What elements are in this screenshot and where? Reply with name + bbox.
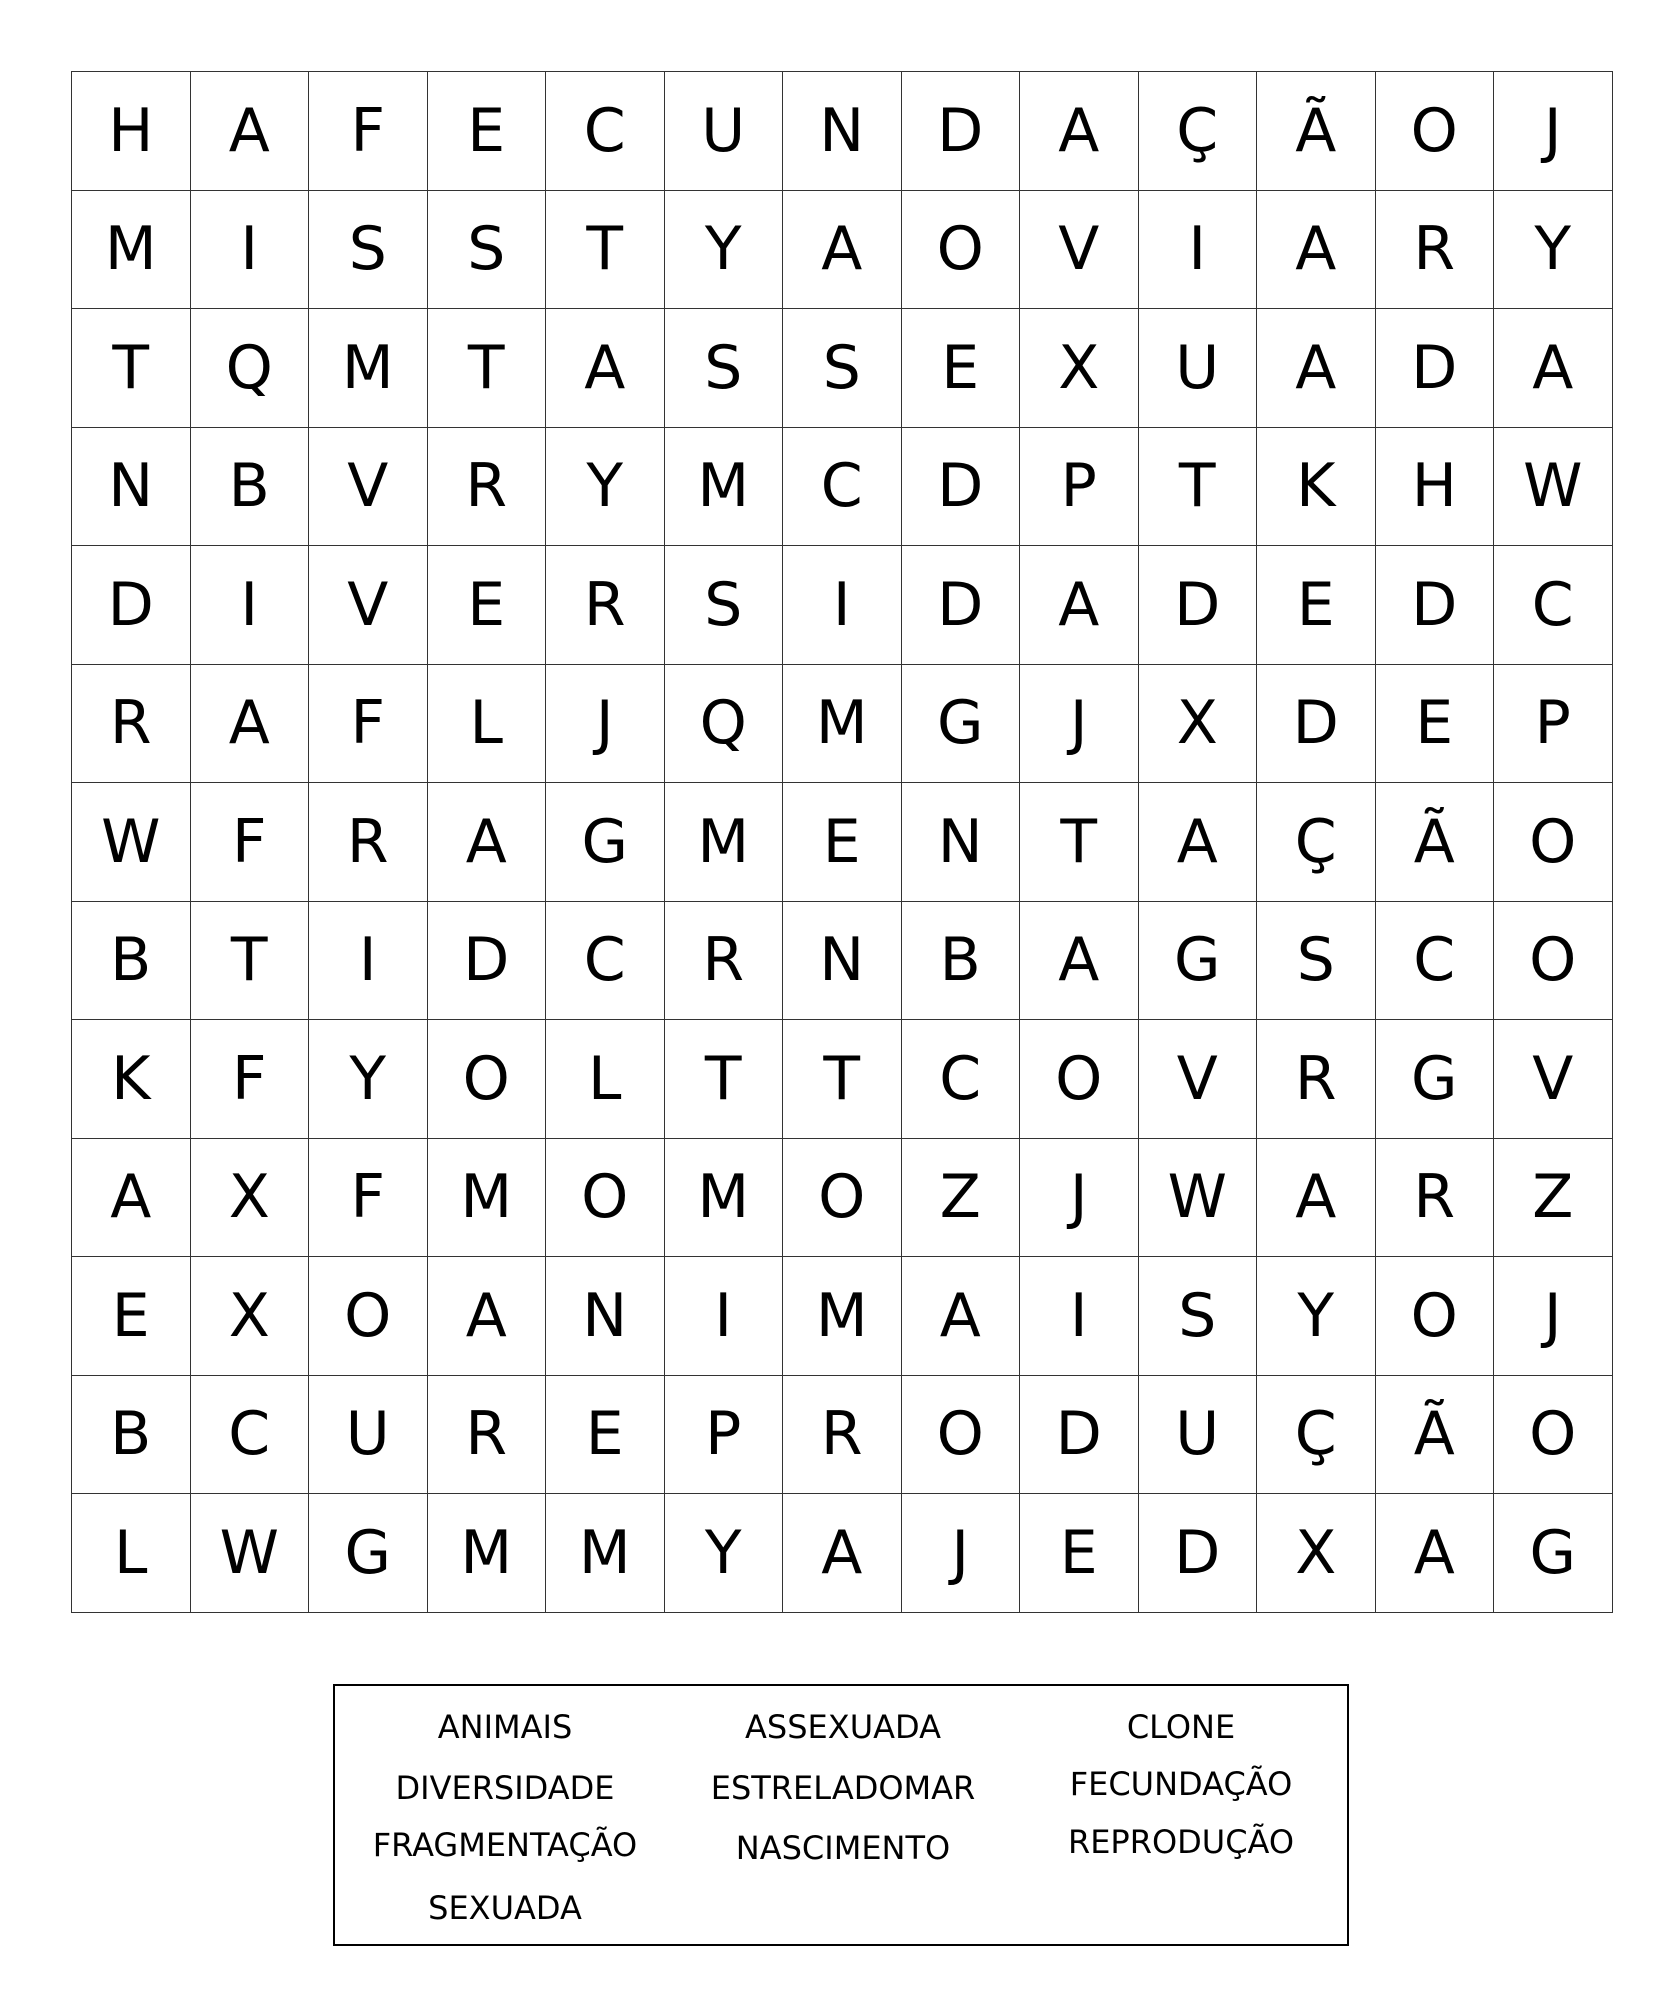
grid-cell[interactable]: D — [72, 546, 191, 665]
word-list-item: FRAGMENTAÇÃO — [372, 1826, 638, 1864]
grid-cell[interactable]: B — [191, 428, 310, 547]
grid-cell[interactable]: C — [546, 72, 665, 191]
grid-cell[interactable]: A — [1257, 1139, 1376, 1258]
grid-cell[interactable]: E — [1376, 665, 1495, 784]
grid-cell[interactable]: V — [1494, 1020, 1613, 1139]
grid-cell[interactable]: O — [428, 1020, 547, 1139]
grid-cell[interactable]: Ç — [1139, 72, 1258, 191]
grid-cell[interactable]: O — [902, 191, 1021, 310]
grid-cell[interactable]: E — [428, 72, 547, 191]
grid-cell[interactable]: E — [428, 546, 547, 665]
grid-cell[interactable]: V — [309, 546, 428, 665]
grid-cell[interactable]: L — [428, 665, 547, 784]
grid-cell[interactable]: U — [1139, 1376, 1258, 1495]
grid-cell[interactable]: C — [902, 1020, 1021, 1139]
grid-cell[interactable]: I — [665, 1257, 784, 1376]
grid-cell[interactable]: U — [665, 72, 784, 191]
grid-cell[interactable]: T — [783, 1020, 902, 1139]
grid-cell[interactable]: T — [665, 1020, 784, 1139]
grid-cell[interactable]: Q — [191, 309, 310, 428]
grid-cell[interactable]: A — [1020, 546, 1139, 665]
grid-cell[interactable]: O — [1020, 1020, 1139, 1139]
grid-cell[interactable]: A — [783, 1494, 902, 1613]
grid-cell[interactable]: S — [309, 191, 428, 310]
grid-cell[interactable]: T — [1139, 428, 1258, 547]
grid-cell[interactable]: H — [1376, 428, 1495, 547]
grid-cell[interactable]: M — [428, 1494, 547, 1613]
grid-cell[interactable]: D — [902, 72, 1021, 191]
grid-cell[interactable]: O — [1494, 1376, 1613, 1495]
grid-cell[interactable]: B — [902, 902, 1021, 1021]
grid-cell[interactable]: X — [1257, 1494, 1376, 1613]
grid-cell[interactable]: I — [191, 191, 310, 310]
grid-cell[interactable]: O — [1494, 902, 1613, 1021]
grid-cell[interactable]: I — [309, 902, 428, 1021]
grid-cell[interactable]: R — [1376, 1139, 1495, 1258]
grid-cell[interactable]: Ç — [1257, 783, 1376, 902]
word-list-item: DIVERSIDADE — [395, 1769, 615, 1807]
grid-cell[interactable]: B — [72, 902, 191, 1021]
grid-cell[interactable]: C — [191, 1376, 310, 1495]
grid-cell[interactable]: D — [1257, 665, 1376, 784]
word-list-item: CLONE — [1126, 1708, 1236, 1746]
grid-cell[interactable]: G — [1139, 902, 1258, 1021]
grid-cell[interactable]: T — [72, 309, 191, 428]
grid-cell[interactable]: H — [72, 72, 191, 191]
grid-cell[interactable]: K — [72, 1020, 191, 1139]
word-list-item: SEXUADA — [428, 1889, 582, 1927]
grid-cell[interactable]: O — [546, 1139, 665, 1258]
grid-cell[interactable]: I — [191, 546, 310, 665]
word-list-item: FECUNDAÇÃO — [1069, 1765, 1293, 1803]
grid-cell[interactable]: A — [783, 191, 902, 310]
grid-cell[interactable]: G — [1376, 1020, 1495, 1139]
grid-cell[interactable]: E — [902, 309, 1021, 428]
grid-cell[interactable]: F — [309, 72, 428, 191]
grid-cell[interactable]: N — [72, 428, 191, 547]
grid-cell[interactable]: D — [1139, 1494, 1258, 1613]
word-list-item: ASSEXUADA — [745, 1708, 941, 1746]
grid-cell[interactable]: P — [1020, 428, 1139, 547]
grid-cell[interactable]: A — [1376, 1494, 1495, 1613]
grid-cell[interactable]: T — [1020, 783, 1139, 902]
grid-cell[interactable]: A — [1020, 72, 1139, 191]
grid-cell[interactable]: S — [783, 309, 902, 428]
grid-cell[interactable]: T — [546, 191, 665, 310]
grid-cell[interactable]: O — [783, 1139, 902, 1258]
grid-cell[interactable]: V — [1139, 1020, 1258, 1139]
grid-cell[interactable]: S — [665, 309, 784, 428]
grid-cell[interactable]: K — [1257, 428, 1376, 547]
grid-cell[interactable]: O — [309, 1257, 428, 1376]
grid-cell[interactable]: Y — [1257, 1257, 1376, 1376]
grid-cell[interactable]: A — [1020, 902, 1139, 1021]
word-list-item: ANIMAIS — [437, 1708, 573, 1746]
grid-cell[interactable]: E — [1257, 546, 1376, 665]
grid-cell[interactable]: D — [1139, 546, 1258, 665]
grid-cell[interactable]: B — [72, 1376, 191, 1495]
grid-cell[interactable]: T — [191, 902, 310, 1021]
grid-cell[interactable]: M — [665, 1139, 784, 1258]
word-list-item: REPRODUÇÃO — [1067, 1823, 1295, 1861]
grid-cell[interactable]: Y — [309, 1020, 428, 1139]
grid-cell[interactable]: W — [191, 1494, 310, 1613]
grid-cell[interactable]: M — [783, 1257, 902, 1376]
grid-cell[interactable]: O — [902, 1376, 1021, 1495]
grid-cell[interactable]: F — [309, 1139, 428, 1258]
grid-cell[interactable]: E — [1020, 1494, 1139, 1613]
grid-cell[interactable]: R — [546, 546, 665, 665]
grid-cell[interactable]: J — [1494, 72, 1613, 191]
grid-cell[interactable]: R — [428, 1376, 547, 1495]
grid-cell[interactable]: Y — [665, 1494, 784, 1613]
grid-cell[interactable]: A — [191, 665, 310, 784]
grid-cell[interactable]: A — [902, 1257, 1021, 1376]
grid-cell[interactable]: R — [309, 783, 428, 902]
grid-cell[interactable]: A — [72, 1139, 191, 1258]
grid-cell[interactable]: Z — [902, 1139, 1021, 1258]
grid-cell[interactable]: P — [1494, 665, 1613, 784]
grid-cell[interactable]: J — [1494, 1257, 1613, 1376]
grid-cell[interactable]: Y — [1494, 191, 1613, 310]
grid-cell[interactable]: S — [1257, 902, 1376, 1021]
grid-cell[interactable]: S — [665, 546, 784, 665]
grid-cell[interactable]: R — [783, 1376, 902, 1495]
grid-cell[interactable]: N — [902, 783, 1021, 902]
grid-cell[interactable]: I — [783, 546, 902, 665]
grid-cell[interactable]: J — [1020, 665, 1139, 784]
grid-cell[interactable]: A — [428, 783, 547, 902]
grid-cell[interactable]: F — [309, 665, 428, 784]
grid-cell[interactable]: W — [72, 783, 191, 902]
grid-cell[interactable]: R — [428, 428, 547, 547]
grid-cell[interactable]: Y — [546, 428, 665, 547]
grid-cell[interactable]: A — [1139, 783, 1258, 902]
grid-cell[interactable]: C — [1494, 546, 1613, 665]
grid-cell[interactable]: F — [191, 783, 310, 902]
grid-cell[interactable]: C — [546, 902, 665, 1021]
grid-cell[interactable]: C — [783, 428, 902, 547]
grid-cell[interactable]: Ã — [1376, 783, 1495, 902]
grid-cell[interactable]: I — [1139, 191, 1258, 310]
grid-cell[interactable]: V — [309, 428, 428, 547]
grid-cell[interactable]: X — [1139, 665, 1258, 784]
grid-cell[interactable]: D — [1376, 546, 1495, 665]
grid-cell[interactable]: A — [1494, 309, 1613, 428]
word-list-item: ESTRELADOMAR — [710, 1769, 976, 1807]
grid-cell[interactable]: Z — [1494, 1139, 1613, 1258]
grid-cell[interactable]: D — [1020, 1376, 1139, 1495]
grid-cell[interactable]: A — [546, 309, 665, 428]
grid-cell[interactable]: E — [546, 1376, 665, 1495]
grid-cell[interactable]: U — [1139, 309, 1258, 428]
grid-cell[interactable]: S — [1139, 1257, 1258, 1376]
grid-cell[interactable]: R — [665, 902, 784, 1021]
grid-cell[interactable]: F — [191, 1020, 310, 1139]
grid-cell[interactable]: C — [1376, 902, 1495, 1021]
grid-cell[interactable]: W — [1139, 1139, 1258, 1258]
grid-cell[interactable]: A — [1257, 309, 1376, 428]
grid-cell[interactable]: M — [309, 309, 428, 428]
grid-cell[interactable]: M — [783, 665, 902, 784]
grid-cell[interactable]: R — [1257, 1020, 1376, 1139]
grid-cell[interactable]: D — [902, 428, 1021, 547]
grid-cell[interactable]: Ã — [1257, 72, 1376, 191]
grid-cell[interactable]: A — [1257, 191, 1376, 310]
grid-cell[interactable]: J — [902, 1494, 1021, 1613]
grid-cell[interactable]: M — [665, 428, 784, 547]
grid-cell[interactable]: M — [546, 1494, 665, 1613]
grid-cell[interactable]: E — [783, 783, 902, 902]
grid-cell[interactable]: L — [72, 1494, 191, 1613]
grid-cell[interactable]: R — [1376, 191, 1495, 310]
grid-cell[interactable]: M — [72, 191, 191, 310]
grid-cell[interactable]: Y — [665, 191, 784, 310]
grid-cell[interactable]: O — [1376, 72, 1495, 191]
grid-cell[interactable]: P — [665, 1376, 784, 1495]
grid-cell[interactable]: Ã — [1376, 1376, 1495, 1495]
grid-cell[interactable]: L — [546, 1020, 665, 1139]
grid-cell[interactable]: U — [309, 1376, 428, 1495]
grid-cell[interactable]: T — [428, 309, 547, 428]
grid-cell[interactable]: Q — [665, 665, 784, 784]
grid-cell[interactable]: J — [546, 665, 665, 784]
grid-cell[interactable]: O — [1376, 1257, 1495, 1376]
grid-cell[interactable]: G — [902, 665, 1021, 784]
grid-cell[interactable]: D — [902, 546, 1021, 665]
grid-cell[interactable]: N — [546, 1257, 665, 1376]
grid-cell[interactable]: I — [1020, 1257, 1139, 1376]
grid-cell[interactable]: N — [783, 902, 902, 1021]
grid-cell[interactable]: A — [191, 72, 310, 191]
grid-cell[interactable]: V — [1020, 191, 1139, 310]
grid-cell[interactable]: A — [428, 1257, 547, 1376]
grid-cell[interactable]: R — [72, 665, 191, 784]
grid-cell[interactable]: G — [309, 1494, 428, 1613]
word-list-item: NASCIMENTO — [735, 1829, 951, 1867]
grid-cell[interactable]: J — [1020, 1139, 1139, 1258]
grid-cell[interactable]: S — [428, 191, 547, 310]
grid-cell[interactable]: W — [1494, 428, 1613, 547]
grid-cell[interactable]: X — [1020, 309, 1139, 428]
grid-cell[interactable]: Ç — [1257, 1376, 1376, 1495]
word-search-grid — [71, 71, 1613, 1613]
grid-cell[interactable]: M — [428, 1139, 547, 1258]
grid-cell[interactable]: G — [546, 783, 665, 902]
grid-cell[interactable]: D — [1376, 309, 1495, 428]
grid-cell[interactable]: X — [191, 1139, 310, 1258]
grid-cell[interactable]: D — [428, 902, 547, 1021]
grid-cell[interactable]: X — [191, 1257, 310, 1376]
grid-cell[interactable]: N — [783, 72, 902, 191]
grid-cell[interactable]: M — [665, 783, 784, 902]
grid-cell[interactable]: O — [1494, 783, 1613, 902]
grid-cell[interactable]: G — [1494, 1494, 1613, 1613]
word-list-box — [333, 1684, 1349, 1946]
grid-cell[interactable]: E — [72, 1257, 191, 1376]
